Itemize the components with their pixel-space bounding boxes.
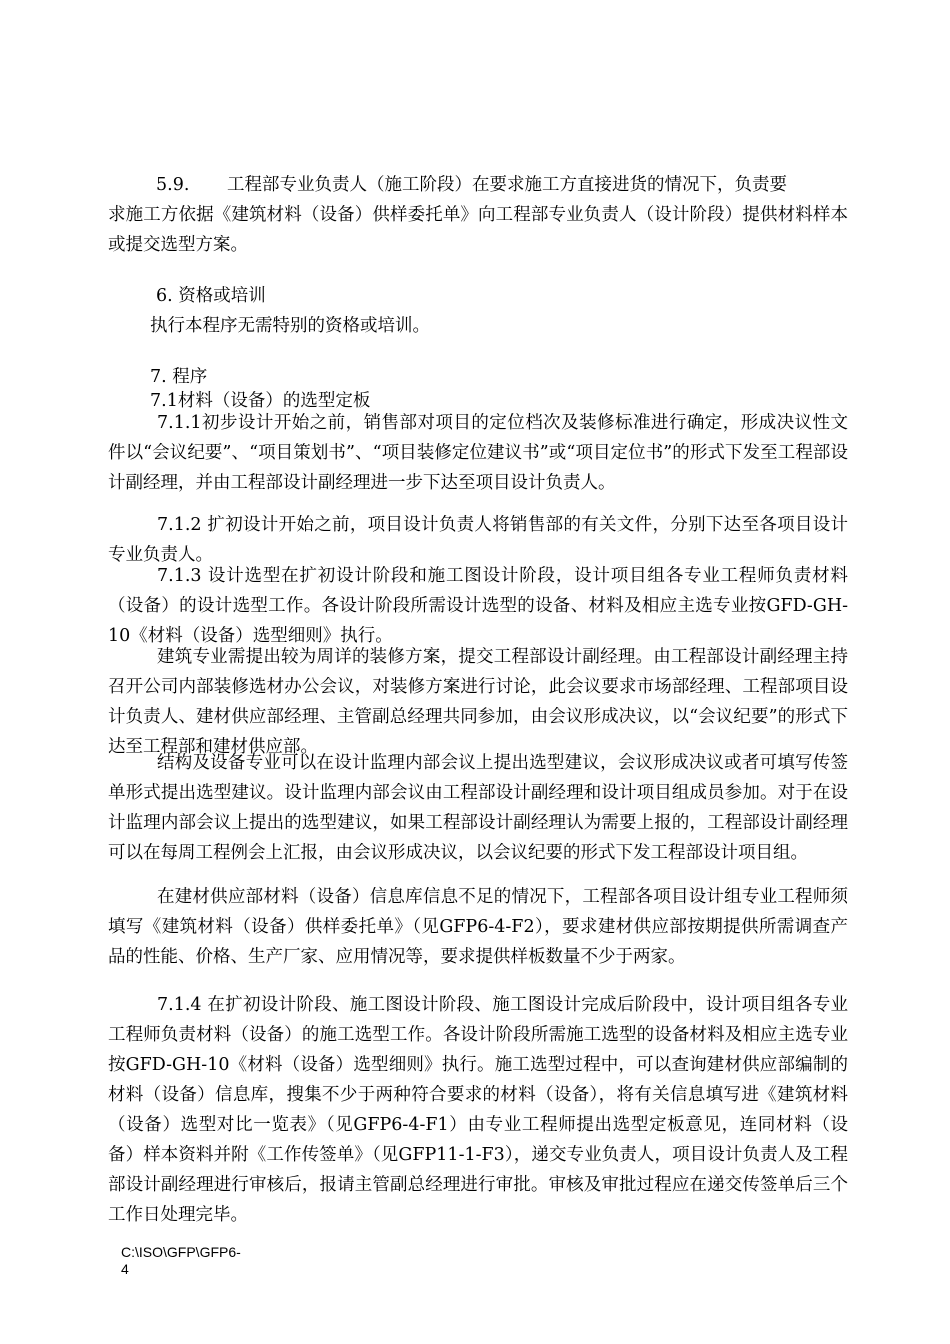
paragraph-7-1-1: 7.1.1初步设计开始之前，销售部对项目的定位档次及装修标准进行确定，形成决议性文件以“会议纪要”、“项目策划书”、“项目装修定位建议书”或“项目定位书”的形式下发至工程部设计副经理，并由工程部设计副经理进一步下达至项目设计负责人。 [108,413,848,493]
section-7-1-subheading: 7.1材料（设备）的选型定板 [150,391,371,411]
paragraph-structure: 结构及设备专业可以在设计监理内部会议上提出选型建议，会议形成决议或者可填写传签单形式提出选型建议。设计监理内部会议由工程部设计副经理和设计项目组成员参加。对于在设计监理内部会议上提出的选型建议，如果工程部设计副经理认为需要上报的，工程部设计副经理可以在每周工程例会上汇报，由会议形成决议，以会议纪要的形式下发工程部设计项目组。 [108,753,848,863]
section-5-9-first-line: 工程部专业负责人（施工阶段）在要求施工方直接进货的情况下，负责要 [227,175,787,195]
section-5-9-continuation: 求施工方依据《建筑材料（设备）供样委托单》向工程部专业负责人（设计阶段）提供材料样本或提交选型方案。 [108,205,848,255]
paragraph-7-1-4: 7.1.4 在扩初设计阶段、施工图设计阶段、施工图设计完成后阶段中，设计项目组各专业工程师负责材料（设备）的施工选型工作。各设计阶段所需施工选型的设备材料及相应主选专业按GFD-GH-10《材料（设备）选型细则》执行。施工选型过程中，可以查询建材供应部编制的材料（设备）信息库，搜集不少于两种符合要求的材料（设备），将有关信息填写进《建筑材料（设备）选型对比一览表》（见GFP6-4-F1）由专业工程师提出选型定板意见，连同材料（设备）样本资料并附《工作传签单》（见GFP11-1-F3），递交专业负责人，项目设计负责人及工程部设计副经理进行审核后，报请主管副总经理进行审批。审核及审批过程应在递交传签单后三个工作日处理完毕。 [108,995,848,1225]
paragraph-7-1-2: 7.1.2 扩初设计开始之前，项目设计负责人将销售部的有关文件，分别下达至各项目设计专业负责人。 [108,515,848,565]
section-7-heading: 7. 程序 [150,367,208,387]
section-5-9-number: 5.9. [156,175,190,195]
footer-file-path: C:\ISO\GFP\GFP6-4 [121,1244,241,1277]
paragraph-supply: 在建材供应部材料（设备）信息库信息不足的情况下，工程部各项目设计组专业工程师须填写《建筑材料（设备）供样委托单》（见GFP6-4-F2），要求建材供应部按期提供所需调查产品的性能、价格、生产厂家、应用情况等，要求提供样板数量不少于两家。 [108,887,848,967]
section-6-body: 执行本程序无需特别的资格或培训。 [150,316,430,336]
paragraph-architecture: 建筑专业需提出较为周详的装修方案，提交工程部设计副经理。由工程部设计副经理主持召开公司内部装修选材办公会议，对装修方案进行讨论，此会议要求市场部经理、工程部项目设计负责人、建材供应部经理、主管副总经理共同参加，由会议形成决议，以“会议纪要”的形式下达至工程部和建材供应部。 [108,647,848,757]
paragraph-7-1-3: 7.1.3 设计选型在扩初设计阶段和施工图设计阶段，设计项目组各专业工程师负责材料（设备）的设计选型工作。各设计阶段所需设计选型的设备、材料及相应主选专业按GFD-GH-10《材料（设备）选型细则》执行。 [108,566,848,646]
section-6-heading: 6. 资格或培训 [156,286,266,306]
